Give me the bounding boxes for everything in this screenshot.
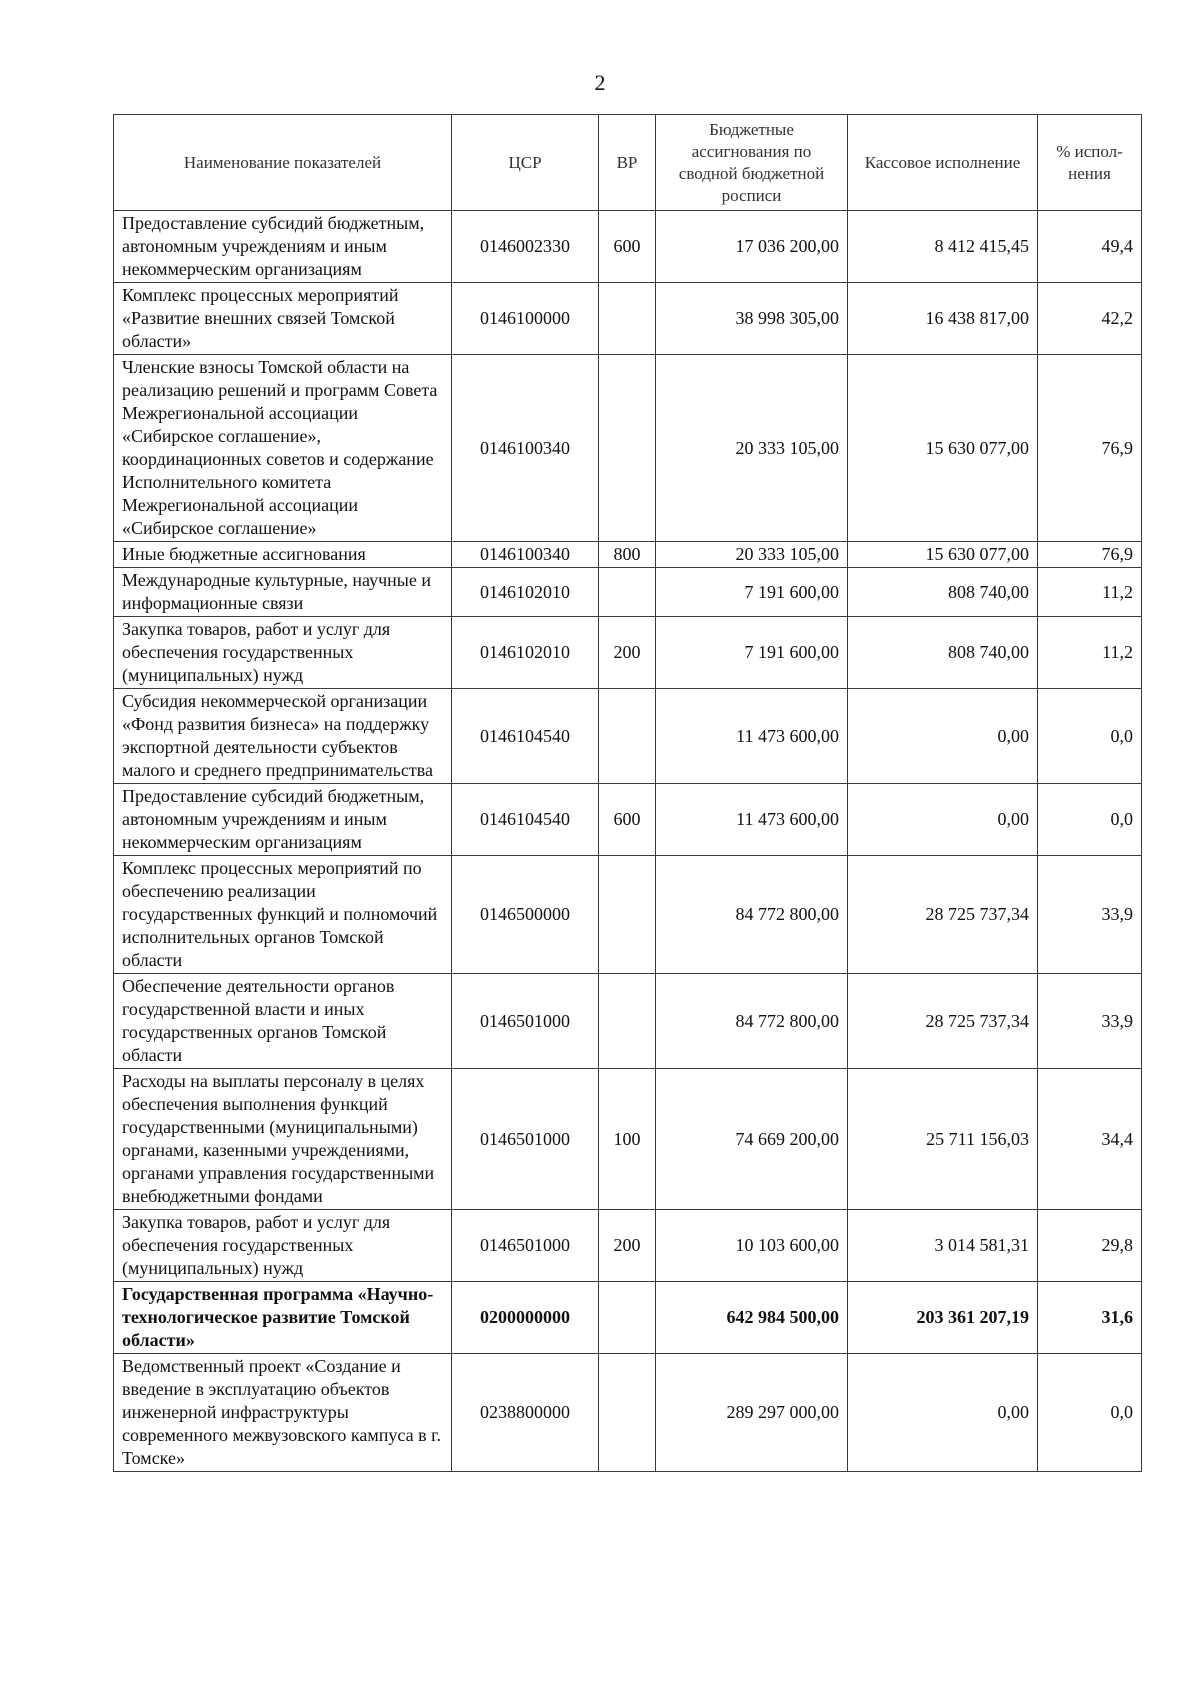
cell-executed: 28 725 737,34 — [848, 856, 1038, 974]
cell-csr: 0146102010 — [452, 568, 599, 617]
cell-budget: 38 998 305,00 — [656, 283, 848, 355]
cell-budget: 289 297 000,00 — [656, 1354, 848, 1472]
table-body — [114, 211, 1142, 1472]
cell-budget: 11 473 600,00 — [656, 784, 848, 856]
cell-executed: 28 725 737,34 — [848, 974, 1038, 1069]
cell-percent: 33,9 — [1038, 856, 1142, 974]
cell-percent: 31,6 — [1038, 1282, 1142, 1354]
cell-csr: 0146100340 — [452, 542, 599, 568]
cell-percent: 0,0 — [1038, 784, 1142, 856]
cell-vr: 600 — [599, 784, 656, 856]
cell-csr: 0146501000 — [452, 1210, 599, 1282]
table-row — [114, 617, 1142, 689]
cell-executed: 25 711 156,03 — [848, 1069, 1038, 1210]
cell-vr — [599, 355, 656, 542]
table-row — [114, 974, 1142, 1069]
cell-csr: 0238800000 — [452, 1354, 599, 1472]
cell-executed: 15 630 077,00 — [848, 355, 1038, 542]
cell-csr: 0146102010 — [452, 617, 599, 689]
table-row — [114, 355, 1142, 542]
cell-vr: 600 — [599, 211, 656, 283]
cell-vr — [599, 1354, 656, 1472]
cell-budget: 7 191 600,00 — [656, 617, 848, 689]
cell-percent: 49,4 — [1038, 211, 1142, 283]
cell-percent: 76,9 — [1038, 542, 1142, 568]
cell-name: Ведомственный проект «Создание и введение в эксплуатацию объектов инженерной инфраструктуры современного межвузовского кампуса в г. Томске» — [114, 1354, 452, 1472]
cell-name: Расходы на выплаты персоналу в целях обеспечения выполнения функций государственными (муниципальными) органами, казенными учреждениями, органами управления государственными внебюджетными фондами — [114, 1069, 452, 1210]
cell-vr: 200 — [599, 617, 656, 689]
cell-budget: 11 473 600,00 — [656, 689, 848, 784]
cell-name: Обеспечение деятельности органов государственной власти и иных государственных органов Томской области — [114, 974, 452, 1069]
page-number: 2 — [594, 70, 606, 95]
cell-name: Комплекс процессных мероприятий по обеспечению реализации государственных функций и полномочий исполнительных органов Томской области — [114, 856, 452, 974]
cell-executed: 0,00 — [848, 689, 1038, 784]
cell-percent: 42,2 — [1038, 283, 1142, 355]
header-name: Наименование показателей — [114, 115, 452, 211]
cell-name: Предоставление субсидий бюджетным, автономным учреждениям и иным некоммерческим организациям — [114, 784, 452, 856]
cell-executed: 0,00 — [848, 784, 1038, 856]
cell-csr: 0146002330 — [452, 211, 599, 283]
cell-budget: 20 333 105,00 — [656, 542, 848, 568]
cell-budget: 17 036 200,00 — [656, 211, 848, 283]
cell-executed: 808 740,00 — [848, 568, 1038, 617]
cell-budget: 642 984 500,00 — [656, 1282, 848, 1354]
cell-budget: 10 103 600,00 — [656, 1210, 848, 1282]
cell-budget: 74 669 200,00 — [656, 1069, 848, 1210]
table-row — [114, 784, 1142, 856]
header-csr: ЦСР — [452, 115, 599, 211]
cell-name: Комплекс процессных мероприятий «Развитие внешних связей Томской области» — [114, 283, 452, 355]
cell-percent: 34,4 — [1038, 1069, 1142, 1210]
cell-vr: 100 — [599, 1069, 656, 1210]
table-row — [114, 211, 1142, 283]
cell-vr: 200 — [599, 1210, 656, 1282]
cell-executed: 3 014 581,31 — [848, 1210, 1038, 1282]
table-row — [114, 1069, 1142, 1210]
cell-executed: 203 361 207,19 — [848, 1282, 1038, 1354]
cell-csr: 0146500000 — [452, 856, 599, 974]
header-percent: % испол-нения — [1038, 115, 1142, 211]
cell-percent: 0,0 — [1038, 1354, 1142, 1472]
cell-csr: 0200000000 — [452, 1282, 599, 1354]
cell-percent: 11,2 — [1038, 568, 1142, 617]
cell-name: Международные культурные, научные и информационные связи — [114, 568, 452, 617]
cell-vr — [599, 974, 656, 1069]
table-header-row — [114, 115, 1142, 211]
cell-name: Субсидия некоммерческой организации «Фонд развития бизнеса» на поддержку экспортной деятельности субъектов малого и среднего предпринимательства — [114, 689, 452, 784]
table-row — [114, 542, 1142, 568]
table-row — [114, 689, 1142, 784]
cell-name: Закупка товаров, работ и услуг для обеспечения государственных (муниципальных) нужд — [114, 1210, 452, 1282]
cell-name: Иные бюджетные ассигнования — [114, 542, 452, 568]
table-row — [114, 1210, 1142, 1282]
cell-vr — [599, 856, 656, 974]
cell-name: Членские взносы Томской области на реализацию решений и программ Совета Межрегиональной ассоциации «Сибирское соглашение», координационных советов и содержание Исполнительного комитета Межрегиональной ассоциации «Сибирское соглашение» — [114, 355, 452, 542]
cell-vr — [599, 283, 656, 355]
cell-vr: 800 — [599, 542, 656, 568]
cell-csr: 0146104540 — [452, 689, 599, 784]
cell-name: Государственная программа «Научно-технологическое развитие Томской области» — [114, 1282, 452, 1354]
cell-executed: 808 740,00 — [848, 617, 1038, 689]
cell-vr — [599, 568, 656, 617]
table-row — [114, 1282, 1142, 1354]
cell-csr: 0146501000 — [452, 1069, 599, 1210]
cell-csr: 0146501000 — [452, 974, 599, 1069]
cell-budget: 84 772 800,00 — [656, 974, 848, 1069]
cell-vr — [599, 689, 656, 784]
header-executed: Кассовое исполнение — [848, 115, 1038, 211]
table-row — [114, 856, 1142, 974]
cell-budget: 20 333 105,00 — [656, 355, 848, 542]
cell-executed: 8 412 415,45 — [848, 211, 1038, 283]
cell-csr: 0146104540 — [452, 784, 599, 856]
cell-percent: 0,0 — [1038, 689, 1142, 784]
cell-budget: 7 191 600,00 — [656, 568, 848, 617]
cell-vr — [599, 1282, 656, 1354]
budget-execution-table — [113, 114, 1142, 1472]
cell-percent: 29,8 — [1038, 1210, 1142, 1282]
cell-executed: 16 438 817,00 — [848, 283, 1038, 355]
header-vr: ВР — [599, 115, 656, 211]
table-row — [114, 283, 1142, 355]
cell-budget: 84 772 800,00 — [656, 856, 848, 974]
table-row — [114, 1354, 1142, 1472]
cell-percent: 76,9 — [1038, 355, 1142, 542]
cell-name: Закупка товаров, работ и услуг для обеспечения государственных (муниципальных) нужд — [114, 617, 452, 689]
cell-csr: 0146100340 — [452, 355, 599, 542]
cell-percent: 33,9 — [1038, 974, 1142, 1069]
cell-executed: 15 630 077,00 — [848, 542, 1038, 568]
table-row — [114, 568, 1142, 617]
cell-percent: 11,2 — [1038, 617, 1142, 689]
cell-executed: 0,00 — [848, 1354, 1038, 1472]
cell-csr: 0146100000 — [452, 283, 599, 355]
cell-name: Предоставление субсидий бюджетным, автономным учреждениям и иным некоммерческим организациям — [114, 211, 452, 283]
header-budget: Бюджетные ассигнования по сводной бюджетной росписи — [656, 115, 848, 211]
